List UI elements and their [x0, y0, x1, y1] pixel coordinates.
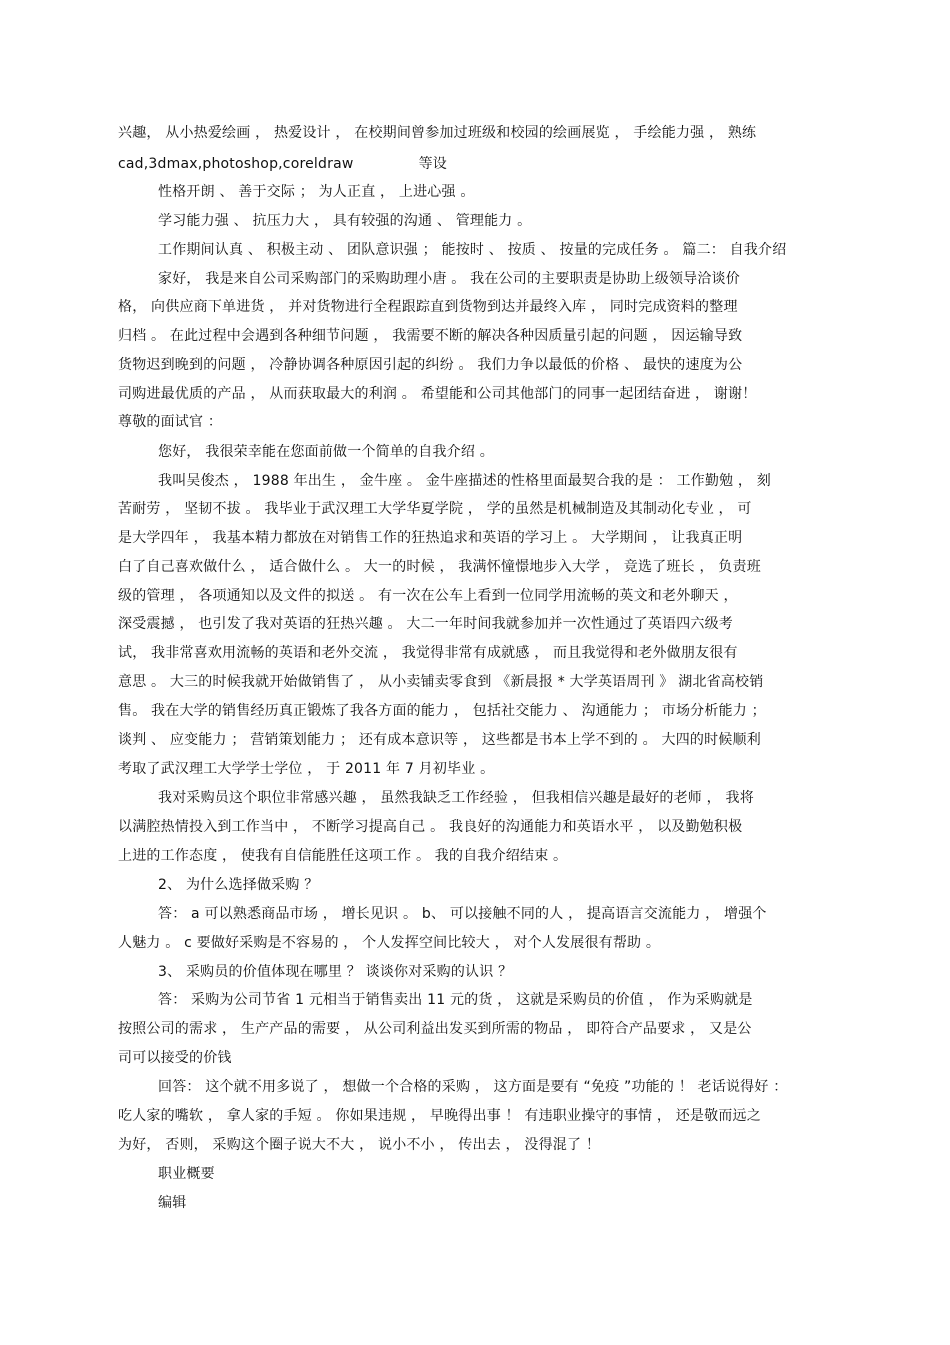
- text-line: 级的管理 ， 各项通知以及文件的拟送 。 有一次在公车上看到一位同学用流畅的英文和老外聊天 ，: [118, 588, 738, 604]
- text-line: 按照公司的需求 ， 生产产品的需要 ， 从公司利益出发买到所需的物品 ， 即符合产品要求 ， 又是公: [118, 1021, 752, 1037]
- text-line: 货物迟到晚到的问题 ， 冷静协调各种原因引起的纠纷 。 我们力争以最低的价格 、 最快的速度为公: [118, 357, 743, 373]
- text-line: 答： 采购为公司节省 1 元相当于销售卖出 11 元的货 ， 这就是采购员的价值 ， 作为采购就是: [158, 992, 753, 1008]
- text-line: 以满腔热情投入到工作当中 ， 不断学习提高自己 。 我良好的沟通能力和英语水平 ， 以及勤勉积极: [118, 819, 743, 835]
- text-line: 售。 我在大学的销售经历真正锻炼了我各方面的能力 ， 包括社交能力 、 沟通能力 ； 市场分析能力 ；: [118, 703, 766, 719]
- text-line: 工作期间认真 、 积极主动 、 团队意识强 ； 能按时 、 按质 、 按量的完成任务 。 篇二： 自我介绍: [158, 242, 787, 258]
- text-line: 性格开朗 、 善于交际 ； 为人正直 ， 上进心强 。: [158, 184, 475, 200]
- text-line: 吃人家的嘴软 ， 拿人家的手短 。 你如果违规 ， 早晚得出事 ！ 有违职业操守的事情 ， 还是敬而远之: [118, 1108, 761, 1124]
- text-line: 人魅力 。 c 要做好采购是不容易的 ， 个人发挥空间比较大 ， 对个人发展很有帮助 。: [118, 935, 661, 951]
- text-line: 3、 采购员的价值体现在哪里 ？ 谈谈你对采购的认识 ？: [158, 964, 513, 980]
- text-line: 苦耐劳 ， 坚韧不拔 。 我毕业于武汉理工大学华夏学院 ， 学的虽然是机械制造及其制动化专业 ， 可: [118, 501, 752, 517]
- text-line: 我叫吴俊杰 ， 1988 年出生 ， 金牛座 。 金牛座描述的性格里面最契合我的是 ： 工作勤勉 ， 刻: [158, 473, 771, 489]
- text-line: 尊敬的面试官 ：: [118, 414, 223, 430]
- text-line: 司可以接受的价钱: [118, 1050, 232, 1066]
- text-line: 2、 为什么选择做采购 ？: [158, 877, 319, 893]
- text-line: 司购进最优质的产品 ， 从而获取最大的利润 。 希望能和公司其他部门的同事一起团结奋进 ， 谢谢！: [118, 386, 757, 402]
- text-line: 为好， 否则， 采购这个圈子说大不大 ， 说小不小 ， 传出去 ， 没得混了 ！: [118, 1137, 601, 1153]
- text-line: 是大学四年 ， 我基本精力都放在对销售工作的狂热追求和英语的学习上 。 大学期间 ， 让我真正明: [118, 530, 743, 546]
- text-line: 归档 。 在此过程中会遇到各种细节问题 ， 我需要不断的解决各种因质量引起的问题 ， 因运输导致: [118, 328, 743, 344]
- edit-label: 编辑: [158, 1195, 187, 1211]
- text-line: 您好， 我很荣幸能在您面前做一个简单的自我介绍 。: [158, 444, 494, 460]
- text-line: 学习能力强 、 抗压力大 ， 具有较强的沟通 、 管理能力 。: [158, 213, 532, 229]
- text-line: cad,3dmax,photoshop,coreldraw 等设: [118, 156, 447, 172]
- text-line: 白了自己喜欢做什么 ， 适合做什么 。 大一的时候 ， 我满怀憧憬地步入大学 ， 竞选了班长 ， 负责班: [118, 559, 761, 575]
- text-line: 回答： 这个就不用多说了 ， 想做一个合格的采购 ， 这方面是要有 “免疫 ”功能的 ！ 老话说得好 ：: [158, 1079, 788, 1095]
- text-line: 格， 向供应商下单进货 ， 并对货物进行全程跟踪直到货物到达并最终入库 ， 同时完成资料的整理: [118, 299, 738, 315]
- text-line: 考取了武汉理工大学学士学位 ， 于 2011 年 7 月初毕业 。: [118, 761, 495, 777]
- text-line: 答： a 可以熟悉商品市场 ， 增长见识 。 b、 可以接触不同的人 ， 提高语言交流能力 ， 增强个: [158, 906, 767, 922]
- text-line: 试， 我非常喜欢用流畅的英语和老外交流 ， 我觉得非常有成就感 ， 而且我觉得和老外做朋友很有: [118, 645, 738, 661]
- text-line: 上进的工作态度 ， 使我有自信能胜任这项工作 。 我的自我介绍结束 。: [118, 848, 568, 864]
- text-line: 谈判 、 应变能力 ； 营销策划能力 ； 还有成本意识等 ， 这些都是书本上学不到的 。 大四的时候顺利: [118, 732, 761, 748]
- text-line: 我对采购员这个职位非常感兴趣 ， 虽然我缺乏工作经验 ， 但我相信兴趣是最好的老师 ， 我将: [158, 790, 754, 806]
- text-line: 深受震撼 ， 也引发了我对英语的狂热兴趣 。 大二一年时间我就参加并一次性通过了英语四六级考: [118, 616, 733, 632]
- section-heading: 职业概要: [158, 1166, 215, 1182]
- text-line: 家好， 我是来自公司采购部门的采购助理小唐 。 我在公司的主要职责是协助上级领导洽谈价: [158, 271, 740, 287]
- text-line: 意思 。 大三的时候我就开始做销售了 ， 从小卖铺卖零食到 《新晨报 * 大学英语周刊 》 湖北省高校销: [118, 674, 764, 690]
- text-line: 兴趣， 从小热爱绘画 ， 热爱设计 ， 在校期间曾参加过班级和校园的绘画展览 ， 手绘能力强 ， 熟练: [118, 125, 757, 141]
